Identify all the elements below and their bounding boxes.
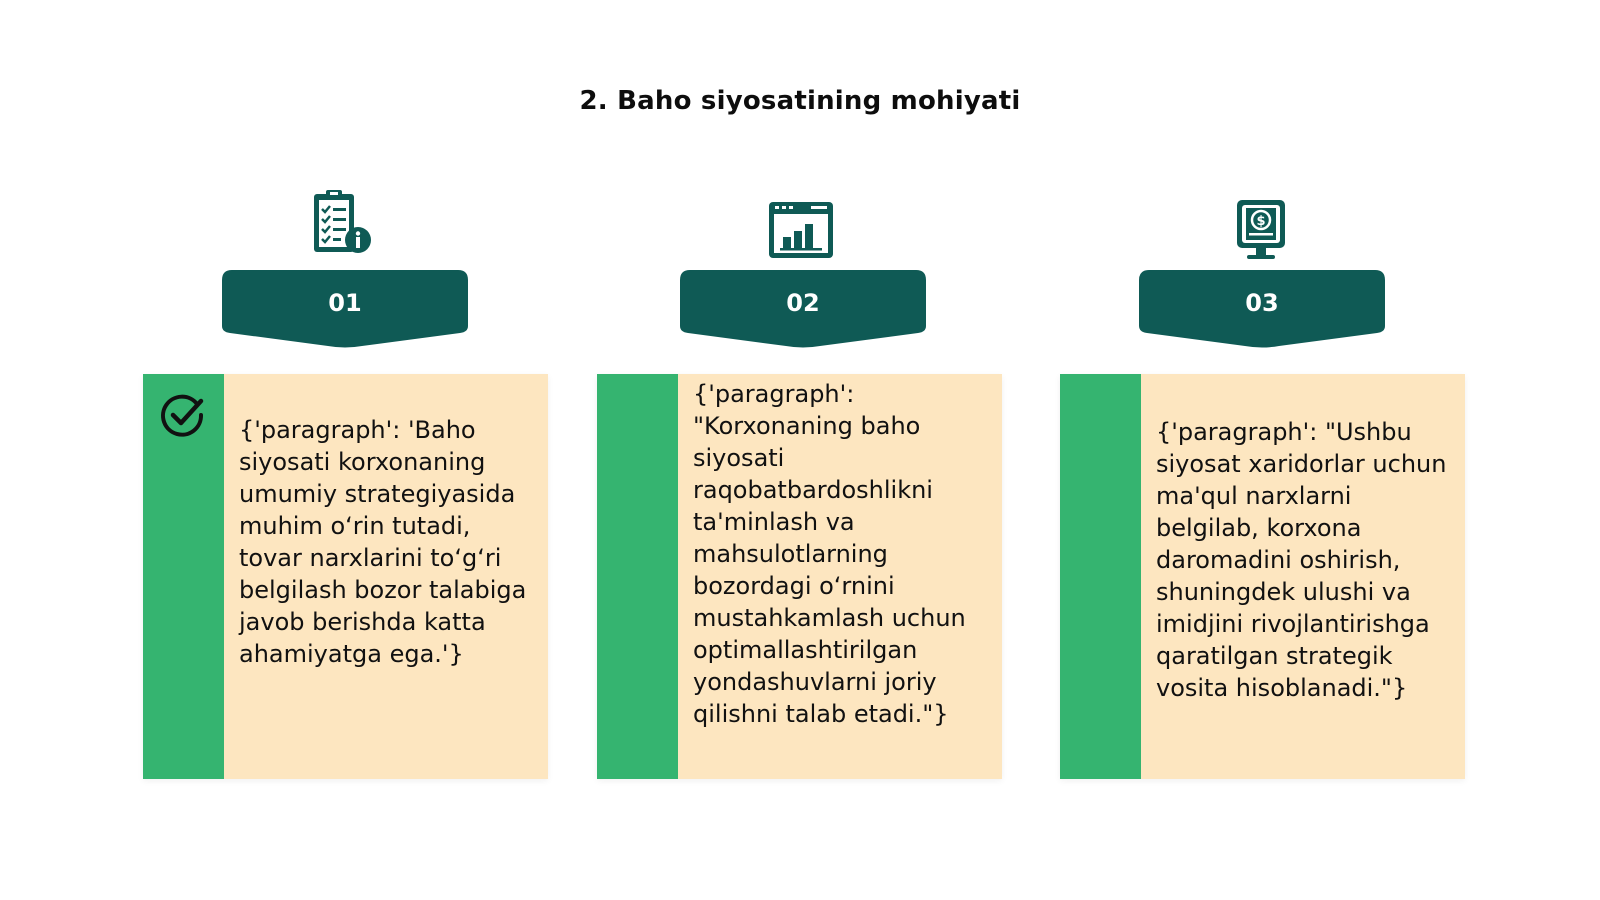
bar-chart-window-icon (766, 196, 836, 266)
check-circle-icon (160, 392, 206, 438)
content-card-2 (597, 374, 1002, 779)
card-stripe (1060, 374, 1141, 779)
clipboard-checklist-info-icon (308, 188, 378, 258)
slide-title: 2. Baho siyosatining mohiyati (579, 86, 1021, 116)
step-badge-1 (222, 270, 468, 350)
card-paragraph: {'paragraph': 'Baho siyosati korxonaning umumiy strategiyasida muhim o‘rin tutadi, tovar narxlarini to‘g‘ri belgilash bozor talabiga javob berishda katta ahamiyatga ega.'} (239, 416, 527, 668)
card-stripe (597, 374, 678, 779)
content-card-3 (1060, 374, 1465, 779)
money-monitor-icon (1228, 194, 1298, 264)
step-number: 02 (786, 289, 820, 317)
step-number: 03 (1245, 289, 1279, 317)
card-paragraph: {'paragraph': "Ushbu siyosat xaridorlar uchun ma'qul narxlarni belgilab, korxona daromadini oshirish, shuningdek ulushi va imidjini rivojlantirishga qaratilgan strategik vosita hisoblanadi."} (1156, 418, 1447, 702)
step-badge-2 (680, 270, 926, 350)
card-paragraph: {'paragraph': "Korxonaning baho siyosati raqobatbardoshlikni ta'minlash va mahsulotlarning bozordagi o‘rnini mustahkamlash uchun optimallashtirilgan yondashuvlarni joriy qilishni talab etadi."} (693, 380, 966, 728)
content-card-1 (143, 374, 548, 779)
step-number: 01 (328, 289, 362, 317)
svg-text:$: $ (1256, 214, 1266, 229)
step-badge-3 (1139, 270, 1385, 350)
card-stripe (143, 374, 224, 779)
